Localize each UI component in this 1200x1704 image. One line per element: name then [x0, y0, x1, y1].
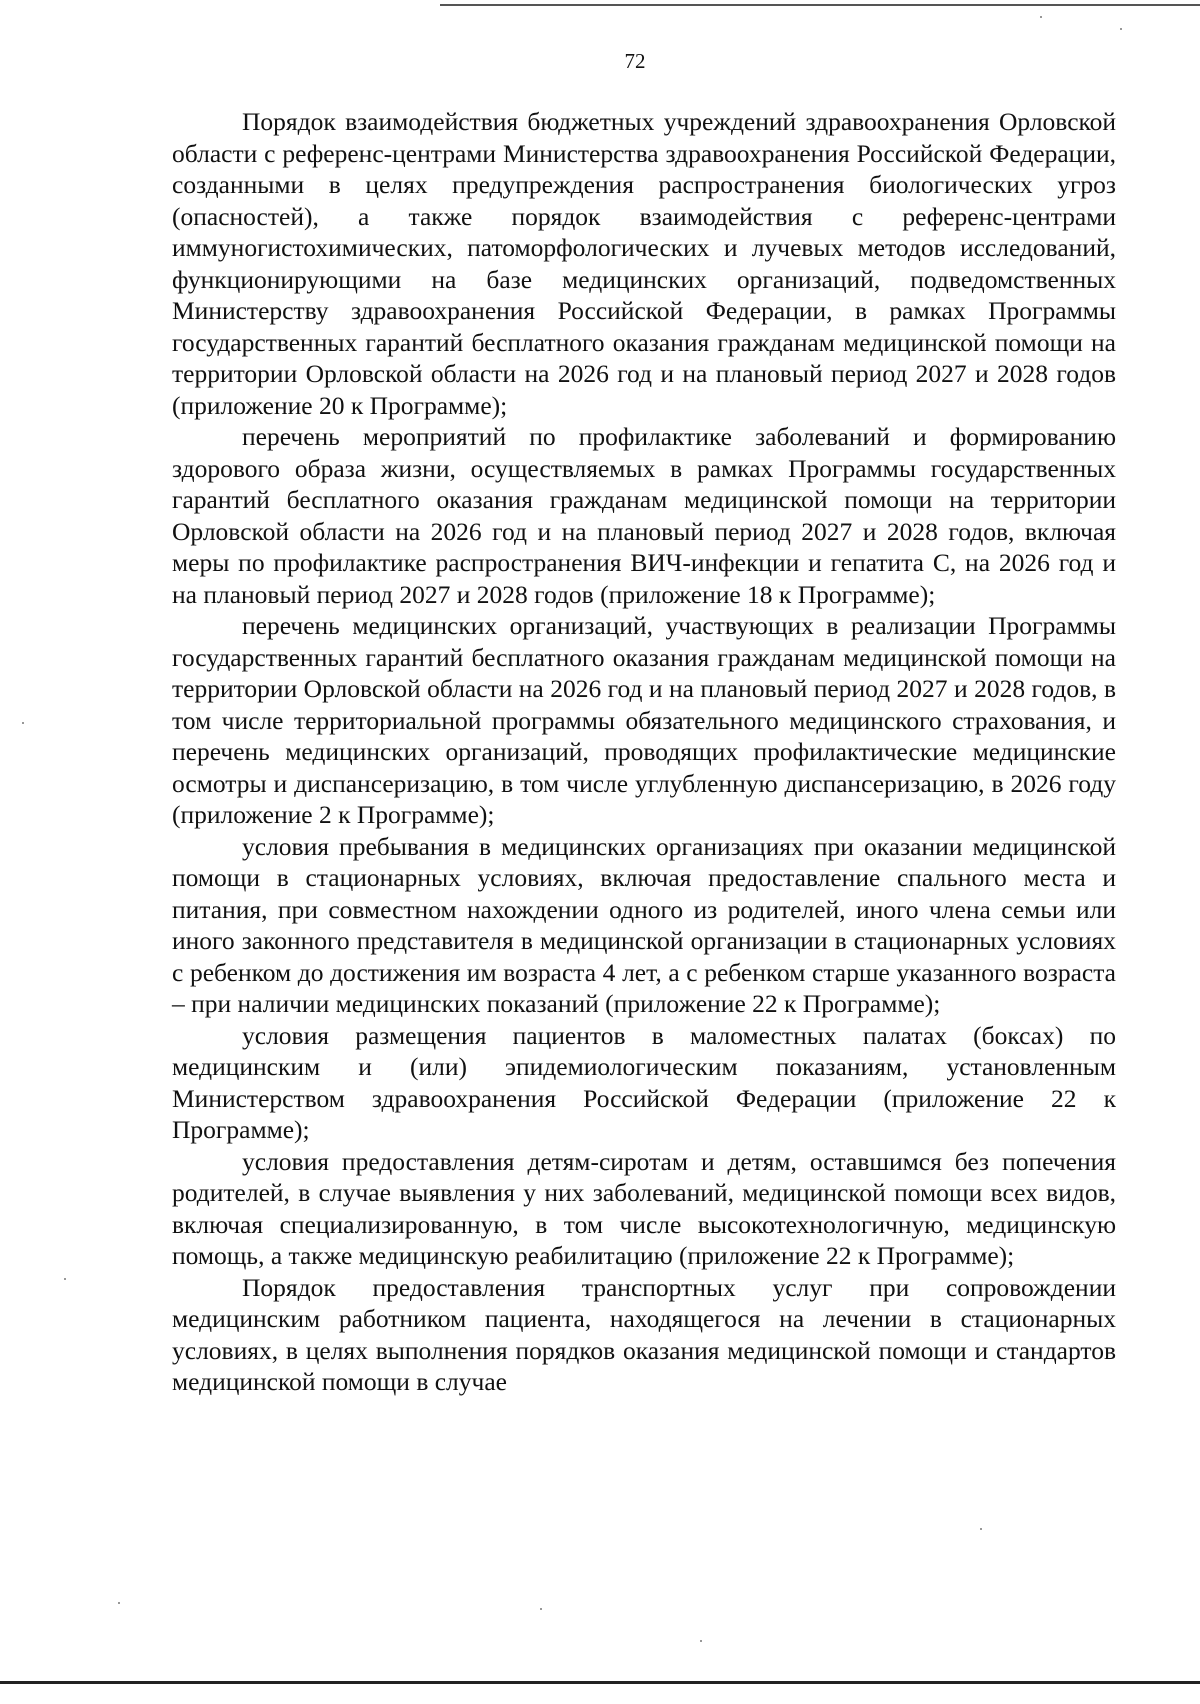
scan-speck: [1120, 28, 1122, 30]
scan-speck: [64, 1278, 66, 1280]
page-body: [172, 106, 1116, 1398]
page-number: 72: [624, 49, 646, 73]
paragraph-transport-services-procedure: Порядок предоставления транспортных услуг при сопровождении медицинским работником пациента, находящегося на лечении в стационарных условиях, в целях выполнения порядков оказания медицинской помощи и стандартов медицинской помощи в случае: [172, 1272, 1116, 1396]
paragraph-reference-centers-procedure: Порядок взаимодействия бюджетных учреждений здравоохранения Орловской области с референс-центрами Министерства здравоохранения Российской Федерации, созданными в целях предупреждения распространения биологических угроз (опасностей), а также порядок взаимодействия с референс-центрами иммуногистохимических, патоморфологических и лучевых методов исследований, функционирующими на базе медицинских организаций, подведомственных Министерству здравоохранения Российской Федерации, в рамках Программы государственных гарантий бесплатного оказания гражданам медицинской помощи на территории Орловской области на 2026 год и на плановый период 2027 и 2028 годов (приложение 20 к Программе);: [172, 107, 1116, 420]
scan-edge-bottom: [0, 1681, 1200, 1684]
paragraph-prevention-measures-list: перечень мероприятий по профилактике заболеваний и формированию здорового образа жизни, осуществляемых в рамках Программы государственных гарантий бесплатного оказания гражданам медицинской помощи на территории Орловской области на 2026 год и на плановый период 2027 и 2028 годов, включая меры по профилактике распространения ВИЧ-инфекции и гепатита С, на 2026 год и на плановый период 2027 и 2028 годов (приложение 18 к Программе);: [172, 422, 1116, 609]
scan-speck: [980, 1528, 982, 1530]
scan-speck: [540, 1608, 542, 1610]
paragraph-orphan-care-conditions: условия предоставления детям-сиротам и детям, оставшимся без попечения родителей, в случае выявления у них заболеваний, медицинской помощи всех видов, включая специализированную, в том числе высокотехнологичную, медицинскую помощь, а также медицинскую реабилитацию (приложение 22 к Программе);: [172, 1146, 1116, 1270]
scan-speck: [1040, 16, 1042, 18]
paragraph-small-ward-conditions: условия размещения пациентов в маломестных палатах (боксах) по медицинским и (или) эпидемиологическим показаниям, установленным Министерством здравоохранения Российской Федерации (приложение 22 к Программе);: [172, 1020, 1116, 1144]
scan-speck: [22, 722, 24, 724]
paragraph-medical-organizations-list: перечень медицинских организаций, участвующих в реализации Программы государственных гарантий бесплатного оказания гражданам медицинской помощи на территории Орловской области на 2026 год и на плановый период 2027 и 2028 годов, в том числе территориальной программы обязательного медицинского страхования, и перечень медицинских организаций, проводящих профилактические медицинские осмотры и диспансеризацию, в том числе углубленную диспансеризацию, в 2026 году (приложение 2 к Программе);: [172, 611, 1116, 829]
scan-edge-top: [440, 4, 1200, 6]
scan-speck: [118, 1602, 120, 1604]
scan-speck: [700, 1640, 702, 1642]
paragraph-inpatient-stay-conditions: условия пребывания в медицинских организациях при оказании медицинской помощи в стационарных условиях, включая предоставление спального места и питания, при совместном нахождении одного из родителей, иного члена семьи или иного законного представителя в медицинской организации в стационарных условиях с ребенком до достижения им возраста 4 лет, а с ребенком старше указанного возраста – при наличии медицинских показаний (приложение 22 к Программе);: [172, 831, 1116, 1018]
